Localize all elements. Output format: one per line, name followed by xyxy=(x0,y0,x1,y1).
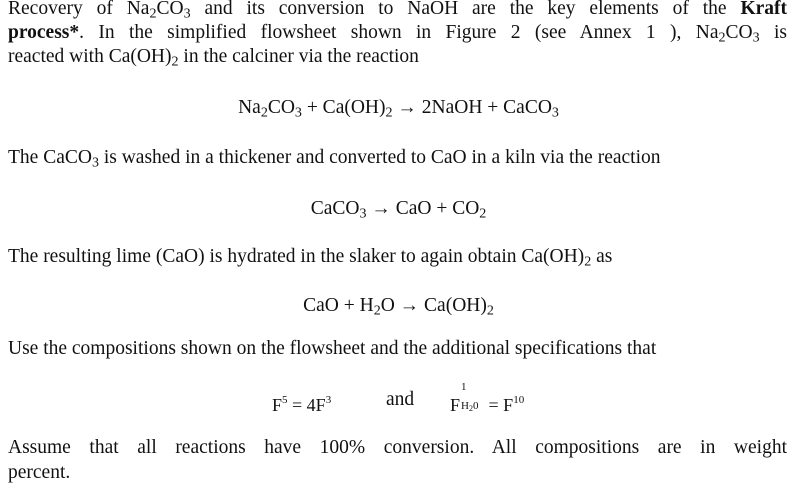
process-bold: process* xyxy=(8,22,80,43)
intro-line-3: reacted with $Ca(OH)_2$ in the calciner via the reaction xyxy=(8,46,419,70)
reaction-calciner: $Na_2CO_3 + Ca(OH)_2$ → 2NaOH + CaCO$_3$ xyxy=(238,97,559,121)
slaker-paragraph: The resulting lime (CaO) is hydrated in the slaker to again obtain $Ca(OH)_2$ as xyxy=(8,246,613,270)
reaction-slaker: CaO + $H_2O \to Ca(OH)_2$ xyxy=(303,295,494,319)
assumption-line-2: percent. xyxy=(8,462,71,483)
spec-equation-2: F 1 H20 = $F^{10}$ xyxy=(450,381,525,415)
thickener-paragraph: The CaCO$_3$ is washed in a thickener and converted to CaO in a kiln via the reaction xyxy=(8,147,661,171)
reaction-kiln: CaCO$_3$ → CaO + $CO_2$ xyxy=(310,198,487,222)
spec-and-word: and xyxy=(386,389,415,410)
intro-line-1: Recovery of $Na_2CO_3$ and its conversion to NaOH are the key elements of the Kraft xyxy=(8,0,787,22)
kraft-bold: Kraft xyxy=(740,0,787,19)
spec-eq2-indices: 1 H20 xyxy=(461,381,479,413)
spec-equation-1: $F^5 = 4F^3$ xyxy=(272,394,332,415)
intro-line-2: process*. In the simplified flowsheet shown in Figure 2 (see Annex 1 ), $Na_2CO_3$ is xyxy=(8,22,787,46)
assumption-line-1: Assume that all reactions have 100% conversion. All compositions are in weight xyxy=(8,437,787,458)
specifications-paragraph: Use the compositions shown on the flowsheet and the additional specifications that xyxy=(8,338,657,359)
